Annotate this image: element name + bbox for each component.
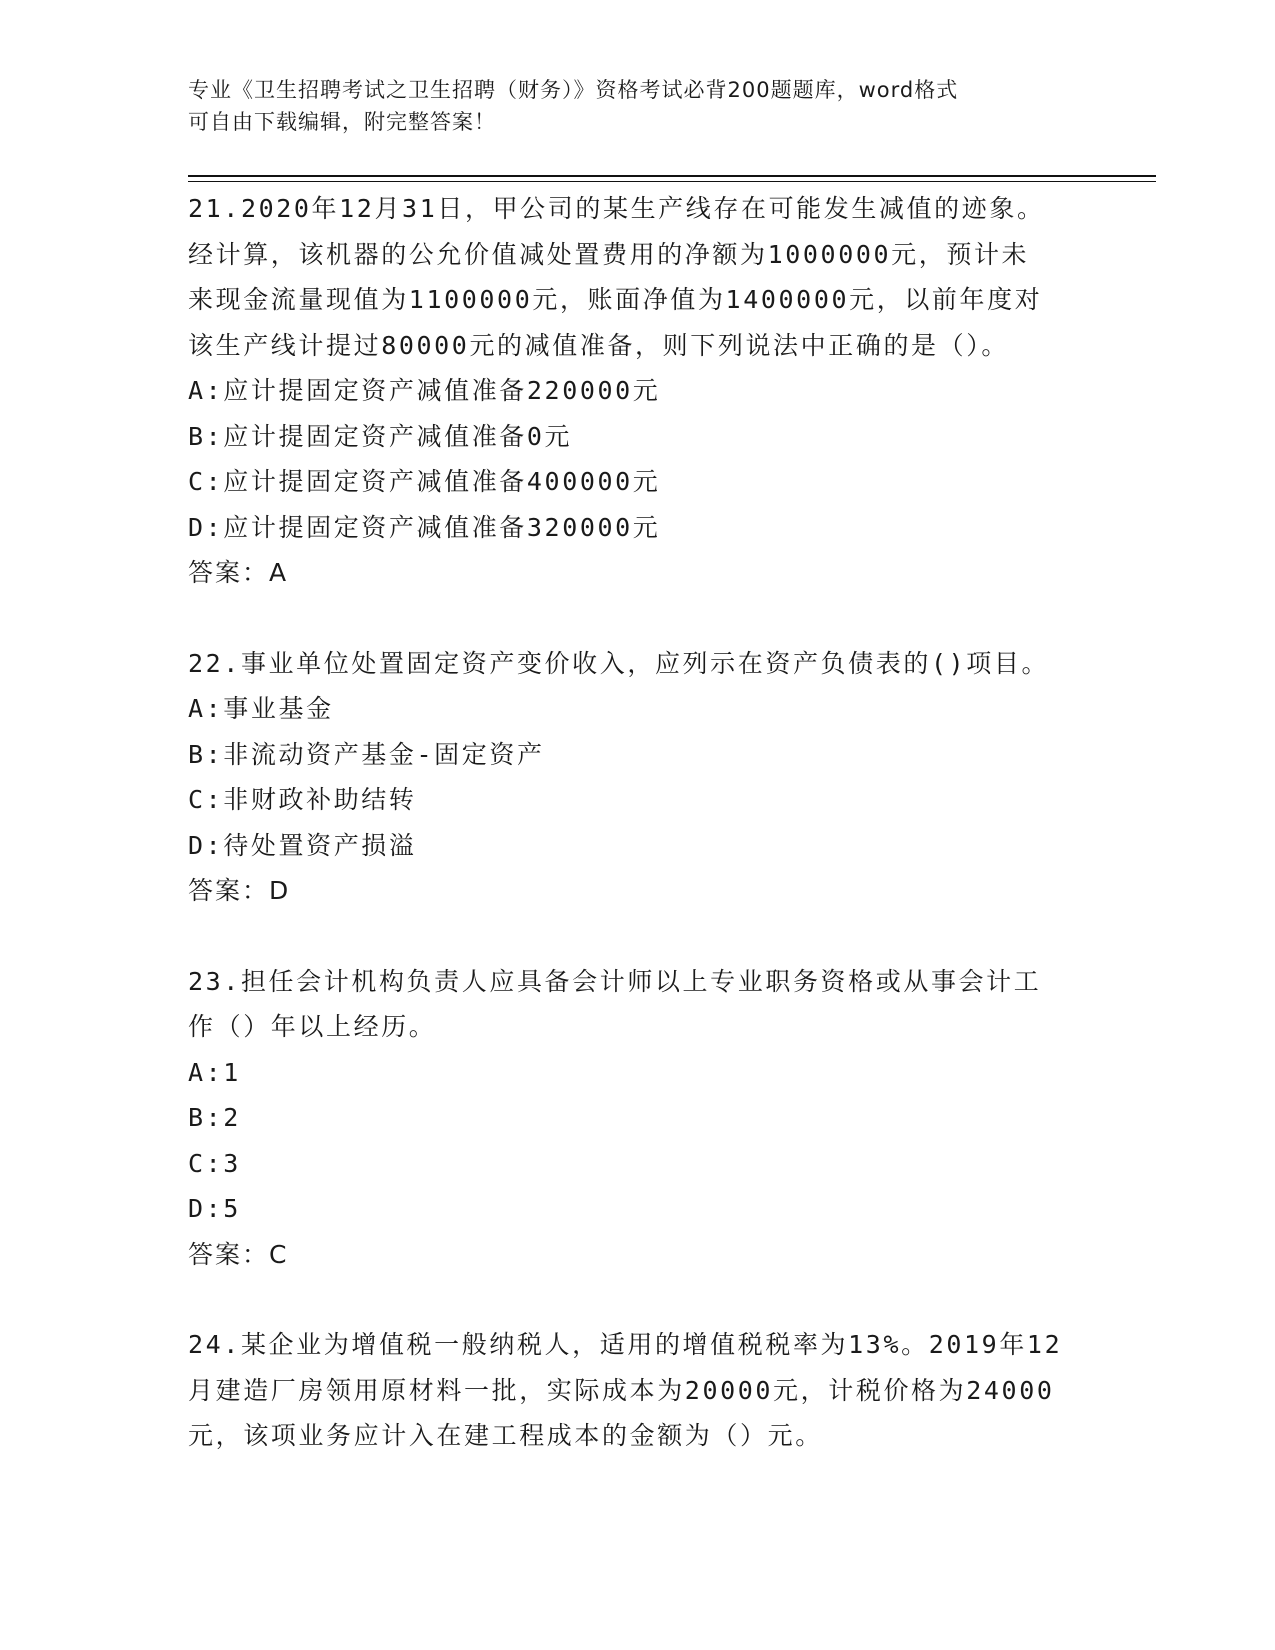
- question-text-line: 经计算，该机器的公允价值减处置费用的净额为1000000元，预计未: [188, 239, 1030, 269]
- answer-line: 答案：A: [188, 558, 289, 587]
- option-a: A:1: [188, 1057, 241, 1087]
- option-d: D:待处置资产损溢: [188, 830, 417, 860]
- question-text-line: 22.事业单位处置固定资产变价收入，应列示在资产负债表的()项目。: [188, 648, 1050, 678]
- option-b: B:应计提固定资产减值准备0元: [188, 421, 573, 451]
- option-d: D:应计提固定资产减值准备320000元: [188, 512, 661, 542]
- document-header: [188, 74, 1088, 138]
- answer-line: 答案：D: [188, 876, 291, 905]
- question-spacer: [188, 914, 1088, 959]
- option-c: C:3: [188, 1148, 241, 1178]
- question-text-line: 21.2020年12月31日，甲公司的某生产线存在可能发生减值的迹象。: [188, 194, 1045, 223]
- header-divider-thin: [188, 181, 1156, 182]
- option-a: A:应计提固定资产减值准备220000元: [188, 376, 661, 405]
- question-22: [188, 641, 1088, 914]
- option-b: B:非流动资产基金-固定资产: [188, 739, 545, 769]
- question-spacer: [188, 1277, 1088, 1322]
- question-text-line: 元，该项业务应计入在建工程成本的金额为（）元。: [188, 1421, 823, 1450]
- question-text-line: 24.某企业为增值税一般纳税人，适用的增值税税率为13%。2019年12: [188, 1330, 1063, 1359]
- option-b: B:2: [188, 1103, 241, 1132]
- question-text-line: 该生产线计提过80000元的减值准备，则下列说法中正确的是（）。: [188, 330, 1009, 360]
- option-a: A:事业基金: [188, 694, 334, 723]
- header-line-2: 可自由下载编辑，附完整答案！: [188, 110, 496, 134]
- header-divider-thick: [188, 175, 1156, 177]
- question-23: [188, 959, 1088, 1278]
- question-text-line: 23.担任会计机构负责人应具备会计师以上专业职务资格或从事会计工: [188, 966, 1042, 996]
- option-d: D:5: [188, 1194, 241, 1223]
- question-text-line: 作（）年以上经历。: [188, 1012, 437, 1041]
- question-text-line: 来现金流量现值为1100000元，账面净值为1400000元，以前年度对: [188, 285, 1043, 314]
- answer-line: 答案：C: [188, 1239, 289, 1269]
- question-21: [188, 186, 1088, 596]
- option-c: C:非财政补助结转: [188, 785, 417, 814]
- option-c: C:应计提固定资产减值准备400000元: [188, 467, 661, 496]
- question-24: [188, 1322, 1088, 1459]
- question-text-line: 月建造厂房领用原材料一批，实际成本为20000元，计税价格为24000: [188, 1375, 1055, 1405]
- question-list: [188, 186, 1088, 1459]
- header-line-1: 专业《卫生招聘考试之卫生招聘（财务）》资格考试必背200题题库，word格式: [188, 78, 959, 102]
- question-spacer: [188, 596, 1088, 641]
